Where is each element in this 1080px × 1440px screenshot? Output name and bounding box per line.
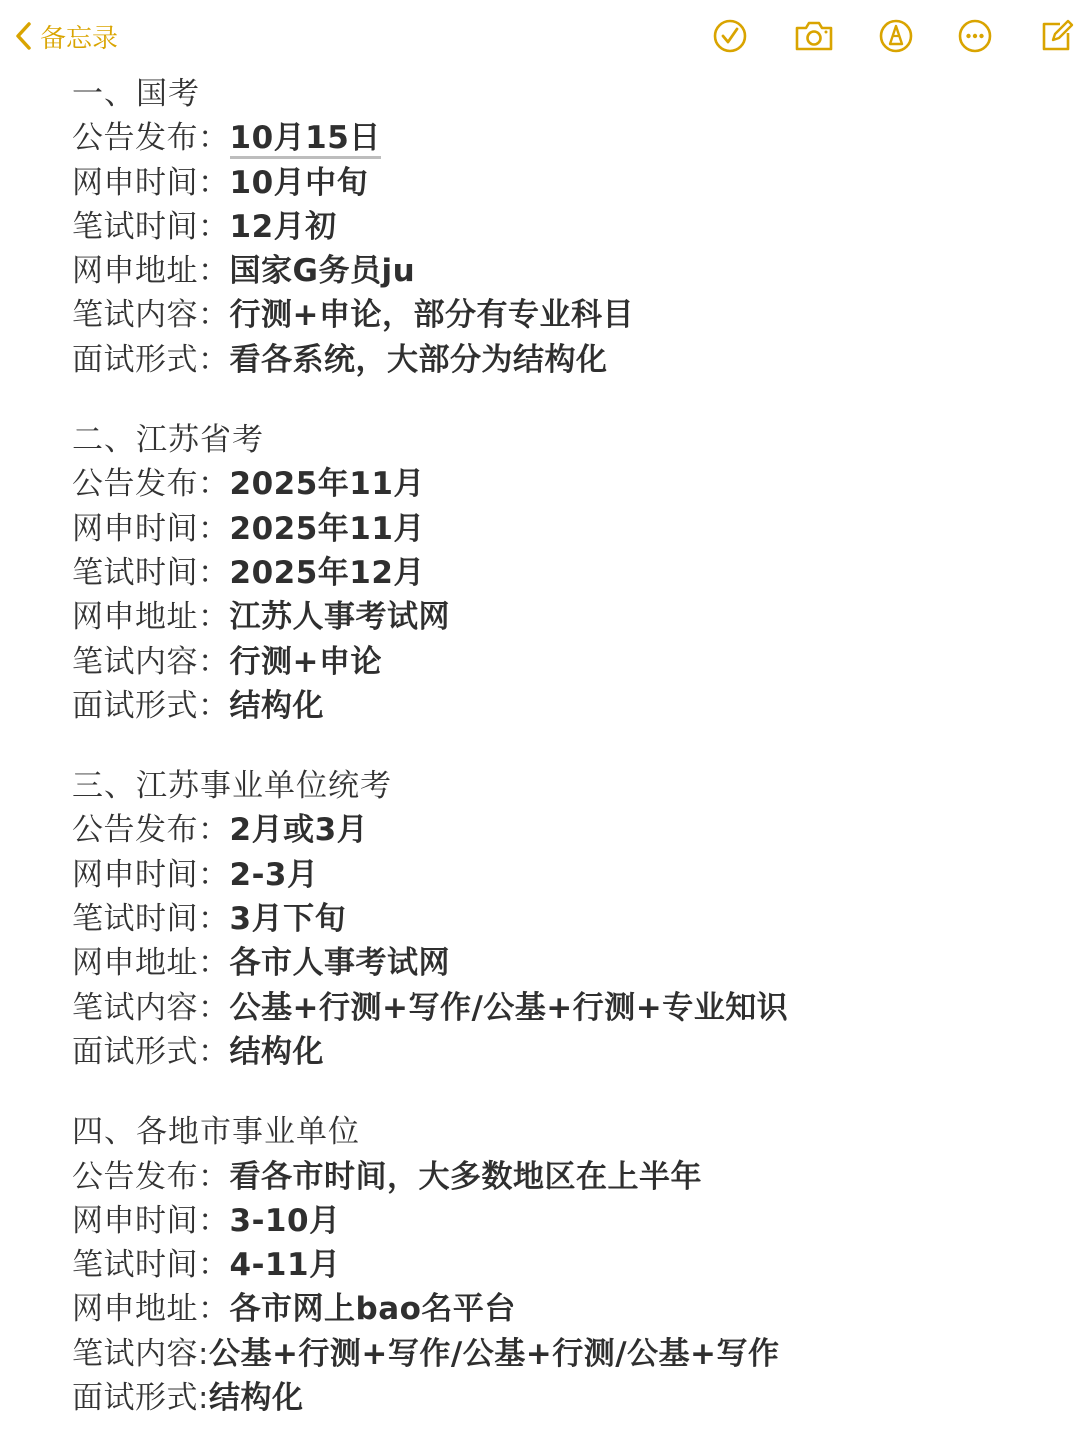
chevron-left-icon [14,21,34,51]
field-label: 笔试内容: [72,1335,209,1372]
note-line [72,205,1052,249]
field-label: 网申时间： [72,1202,230,1239]
field-label: 面试形式： [72,687,230,724]
field-value: 4-11月 [229,1247,341,1284]
field-label: 公告发布： [72,1158,230,1195]
more-button[interactable] [955,16,995,56]
field-value: 各市网上bao名平台 [229,1291,516,1328]
field-label: 网申地址： [72,945,230,982]
field-label: 网申时间： [72,856,230,893]
note-line [72,853,1052,897]
note-section [72,72,1052,382]
more-ellipsis-icon [955,16,995,56]
note-line [72,249,1052,293]
note-line [72,462,1052,506]
camera-icon [792,16,836,56]
field-label: 面试形式： [72,1033,230,1070]
field-value: 结构化 [229,1033,324,1070]
back-button[interactable] [14,18,118,54]
field-value: 2-3月 [229,856,319,893]
note-line [72,941,1052,985]
field-label: 笔试内容： [72,297,230,334]
field-value: 江苏人事考试网 [229,599,450,636]
note-line [72,1376,1052,1420]
field-value: 国家G务员ju [229,253,416,290]
field-value: 行测+申论，部分有专业科目 [229,297,634,334]
field-value: 3月下旬 [229,901,347,938]
note-line [72,1332,1052,1376]
field-value: 2月或3月 [229,812,369,849]
field-label: 网申时间： [72,510,230,547]
field-label: 公告发布： [72,466,230,503]
field-label: 面试形式： [72,341,230,378]
field-label: 笔试时间： [72,208,230,245]
field-value: 10月中旬 [229,164,369,201]
note-line [72,640,1052,684]
field-label: 网申地址： [72,1291,230,1328]
section-heading: 四、各地市事业单位 [72,1114,360,1151]
note-line [72,1199,1052,1243]
field-label: 公告发布： [72,812,230,849]
field-label: 公告发布： [72,120,230,157]
field-label: 笔试时间： [72,1247,230,1284]
navigation-bar [0,0,1080,72]
field-value: 公基+行测+写作/公基+行测/公基+写作 [208,1335,780,1372]
field-value: 看各系统，大部分为结构化 [229,341,608,378]
note-line [72,116,1052,160]
note-section [72,1110,1052,1420]
note-body[interactable] [72,72,1052,1420]
note-line [72,161,1052,205]
note-line [72,1287,1052,1331]
note-line [72,293,1052,337]
pen-markup-icon [876,16,916,56]
field-label: 笔试内容： [72,643,230,680]
field-label: 笔试时间： [72,901,230,938]
note-line [72,1243,1052,1287]
markup-button[interactable] [876,16,916,56]
field-value: 10月15日 [230,120,381,159]
field-value: 2025年12月 [229,554,425,591]
field-value: 3-10月 [229,1202,341,1239]
field-label: 网申时间： [72,164,230,201]
field-label: 面试形式: [72,1380,209,1417]
field-value: 各市人事考试网 [229,945,450,982]
note-line [72,808,1052,852]
section-heading: 三、江苏事业单位统考 [72,768,392,805]
field-value: 2025年11月 [229,466,425,503]
field-label: 笔试时间： [72,554,230,591]
field-value: 看各市时间，大多数地区在上半年 [229,1158,702,1195]
field-value: 2025年11月 [229,510,425,547]
field-label: 笔试内容： [72,989,230,1026]
note-line [72,684,1052,728]
note-section [72,418,1052,728]
section-heading: 二、江苏省考 [72,422,264,459]
field-value: 公基+行测+写作/公基+行测+专业知识 [229,989,789,1026]
field-value: 结构化 [208,1380,304,1417]
note-line [72,986,1052,1030]
note-line [72,507,1052,551]
note-line [72,338,1052,382]
compose-icon [1036,16,1076,56]
compose-button[interactable] [1036,16,1076,56]
checklist-button[interactable] [710,16,750,56]
note-line [72,1155,1052,1199]
note-line [72,551,1052,595]
checkmark-circle-icon [710,16,750,56]
field-label: 网申地址： [72,599,230,636]
field-label: 网申地址： [72,253,230,290]
field-value: 行测+申论 [229,643,382,680]
camera-button[interactable] [792,16,836,56]
section-heading: 一、国考 [72,76,200,112]
note-section [72,764,1052,1074]
note-line [72,595,1052,639]
field-value: 12月初 [229,208,337,245]
note-line [72,897,1052,941]
note-line [72,1030,1052,1074]
field-value: 结构化 [229,687,324,724]
back-label: 备忘录 [40,23,119,54]
